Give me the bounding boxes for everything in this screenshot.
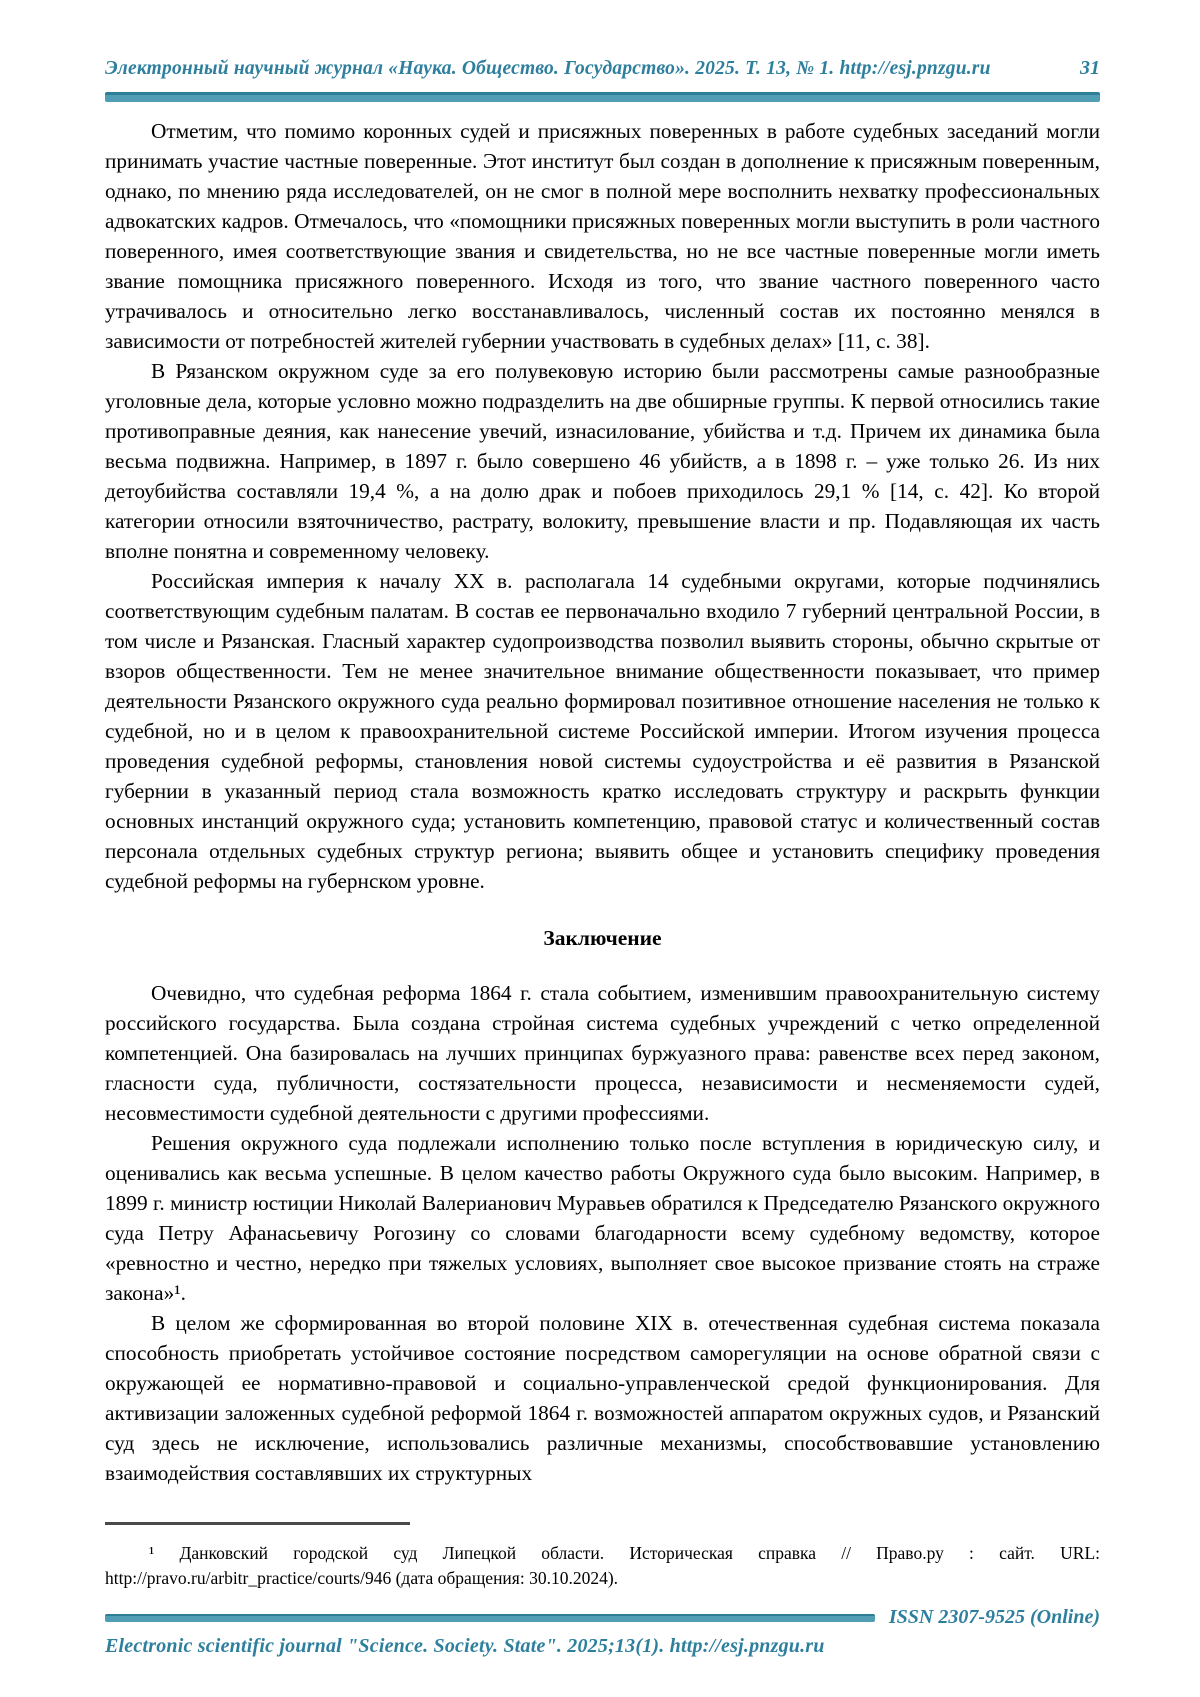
body-paragraph: Отметим, что помимо коронных судей и присяжных поверенных в работе судебных заседаний могли принимать участие частные поверенные. Этот институт был создан в дополнение к присяжным поверенным, однако, по мнению ряда исследователей, он не смог в полной мере восполнить нехватку профессиональных адвокатских кадров. Отмечалось, что «помощники присяжных поверенных могли выступить в роли частного поверенного, имея соответствующие звания и свидетельства, но не все частные поверенные могли иметь звание помощника присяжного поверенного. Исходя из того, что звание частного поверенного часто утрачивалось и относительно легко восстанавливалось, численный состав их постоянно менялся в зависимости от потребностей жителей губернии участвовать в судебных делах» [11, с. 38]. [105,119,1100,353]
header-journal-title: Электронный научный журнал «Наука. Общество. Государство». 2025. Т. 13, № 1. http://esj.pnzgu.ru [105,58,991,79]
header-page-number: 31 [1080,57,1100,79]
header-divider-bar [105,92,1100,102]
footer-divider-bar [105,1614,875,1622]
footnote-text: ¹ Данковский городской суд Липецкой области. Историческая справка // Право.ру : сайт. URL: http://pravo.ru/arbitr_practice/courts/946 (дата обращения: 30.10.2024). [105,1543,1100,1588]
body-paragraph: Решения окружного суда подлежали исполнению только после вступления в юридическую силу, и оценивались как весьма успешные. В целом качество работы Окружного суда было высоким. Например, в 1899 г. министр юстиции Николай Валерианович Муравьев обратился к Председателю Рязанского окружного суда Петру Афанасьевичу Рогозину со словами благодарности всему судебному ведомству, которое «ревностно и честно, нередко при тяжелых условиях, выполняет свое высокое призвание стоять на страже закона»¹. [105,1131,1100,1305]
footnote-separator [105,1522,410,1525]
body-paragraph: В целом же сформированная во второй половине XIX в. отечественная судебная система показала способность приобретать устойчивое состояние посредством саморегуляции на основе обратной связи с окружающей ее нормативно-правовой и социально-управленческой средой функционирования. Для активизации заложенных судебной реформой 1864 г. возможностей аппаратом окружных судов, и Рязанский суд здесь не исключение, использовались различные механизмы, способствовавшие установлению взаимодействия составлявших их структурных [105,1311,1100,1485]
body-paragraph: Российская империя к началу XX в. располагала 14 судебными округами, которые подчинялись соответствующим судебным палатам. В состав ее первоначально входило 7 губерний центральной России, в том числе и Рязанская. Гласный характер судопроизводства позволил выявить стороны, обычно скрытые от взоров общественности. Тем не менее значительное внимание общественности показывает, что пример деятельности Рязанского окружного суда реально формировал позитивное отношение населения не только к судебной, но и в целом к правоохранительной системе Российской империи. Итогом изучения процесса проведения судебной реформы, становления новой системы судоустройства и её развития в Рязанской губернии в указанный период стала возможность кратко исследовать структуру и раскрыть функции основных инстанций окружного суда; установить компетенцию, правовой статус и количественный состав персонала отдельных судебных структур региона; выявить общее и установить специфику проведения судебной реформы на губернском уровне. [105,569,1100,893]
footer-issn-row [105,1606,1100,1629]
running-header [105,56,1100,81]
conclusion-heading: Заключение [543,926,662,950]
body-paragraph: В Рязанском окружном суде за его полувековую историю были рассмотрены самые разнообразные уголовные дела, которые условно можно подразделить на две обширные группы. К первой относились такие противоправные деяния, как нанесение увечий, изнасилование, убийства и т.д. Причем их динамика была весьма подвижна. Например, в 1897 г. было совершено 46 убийств, а в 1898 г. – уже только 26. Из них детоубийства составляли 19,4 %, а на долю драк и побоев приходилось 29,1 % [14, с. 42]. Ко второй категории относили взяточничество, растрату, волокиту, превышение власти и пр. Подавляющая их часть вполне понятна и современному человеку. [105,359,1100,563]
article-body [105,116,1100,1488]
body-paragraph: Очевидно, что судебная реформа 1864 г. стала событием, изменившим правоохранительную систему российского государства. Была создана стройная система судебных учреждений с четко определенной компетенцией. Она базировалась на лучших принципах буржуазного права: равенстве всех перед законом, гласности суда, публичности, состязательности процесса, независимости и несменяемости судей, несовместимости судебной деятельности с другими профессиями. [105,981,1100,1125]
footer-issn: ISSN 2307-9525 (Online) [888,1606,1100,1628]
footer-journal-title-en: Electronic scientific journal "Science. Society. State". 2025;13(1). http://esj.pnzgu.ru [105,1635,825,1657]
